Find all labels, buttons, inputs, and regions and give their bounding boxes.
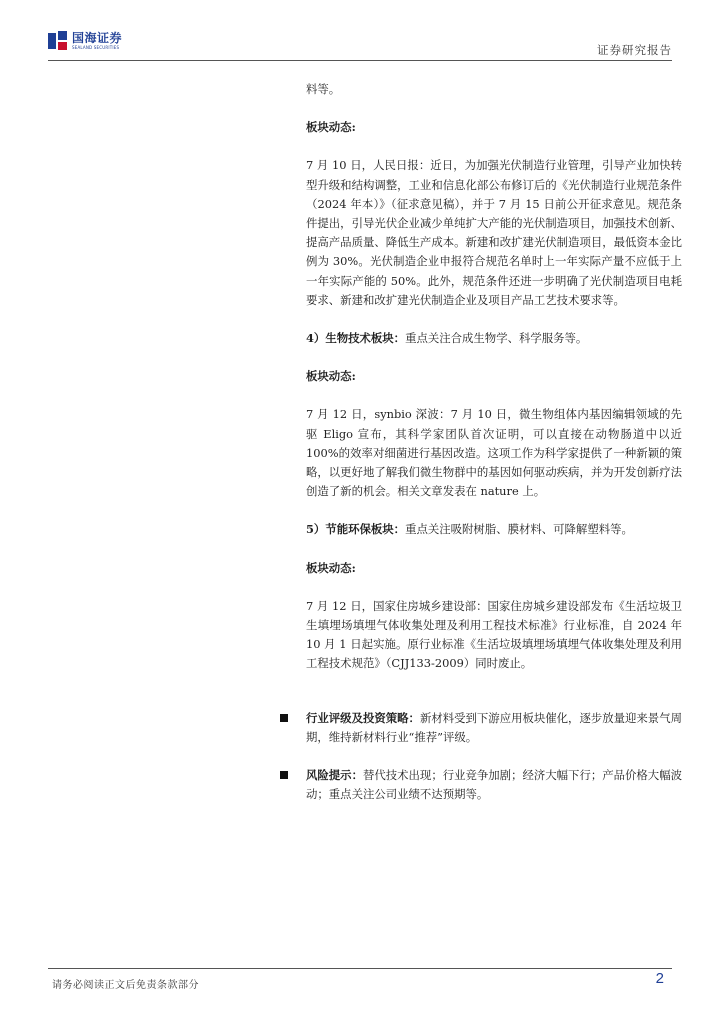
main-content xyxy=(306,80,682,674)
bullet-rating-strategy xyxy=(280,709,682,747)
company-logo xyxy=(48,31,122,51)
bullet-risk xyxy=(280,766,682,804)
bullet-text: 替代技术出现；行业竞争加剧；经济大幅下行；产品价格大幅波动；重点关注公司业绩不达预期等。 xyxy=(306,768,682,802)
paragraph-biotech-news: 7 月 12 日，synbio 深波：7 月 10 日，微生物组体内基因编辑领域的先驱 Eligo 宣布，其科学家团队首次证明，可以直接在动物肠道中以近 100%的效率对细菌进行基因改造。这项工作为科学家提供了一种新颖的策略，以更好地了解我们微生物群中的基因如何驱动疾病，并为开发创新疗法创造了新的机会。相关文章发表在 nature 上。 xyxy=(306,407,682,499)
report-type-title: 证券研究报告 xyxy=(597,43,672,57)
section-heading: 4）生物技术板块： xyxy=(306,331,406,346)
bullet-heading: 风险提示： xyxy=(306,768,363,782)
bullet-heading: 行业评级及投资策略： xyxy=(306,711,420,725)
section-focus: 重点关注合成生物学、科学服务等。 xyxy=(405,331,588,346)
square-bullet-icon xyxy=(280,771,288,779)
section-subheading: 板块动态: xyxy=(306,369,356,384)
logo-name-en: SEALAND SECURITIES xyxy=(72,45,120,50)
footer-divider xyxy=(48,968,672,969)
page-header xyxy=(0,0,724,62)
logo-name-cn: 国海证券 xyxy=(72,31,123,45)
header-divider xyxy=(48,60,672,61)
section-subheading: 板块动态: xyxy=(306,560,356,575)
bullet-text: 新材料受到下游应用板块催化，逐步放量迎来景气周期，维持新材料行业“推荐”评级。 xyxy=(306,711,682,745)
section-focus: 重点关注吸附树脂、膜材料、可降解塑料等。 xyxy=(405,522,633,537)
footer-disclaimer: 请务必阅读正文后免责条款部分 xyxy=(52,980,199,991)
paragraph-pv-news: 7 月 10 日，人民日报：近日，为加强光伏制造行业管理，引导产业加快转型升级和结构调整，工业和信息化部公布修订后的《光伏制造行业规范条件（2024 年本）》（征求意见稿），并于 7 月 15 日前公开征求意见。规范条件提出，引导光伏企业减少单纯扩大产能的光伏制造项目，加强技术创新、提高产品质量、降低生产成本。新建和改扩建光伏制造项目，最低资本金比例为 30%。光伏制造企业申报符合规范名单时上一年实际产量不应低于上一年实际产能的 50%。此外，规范条件还进一步明确了光伏制造项目电耗要求、新建和改扩建光伏制造企业及项目产品工艺技术要求等。 xyxy=(306,158,682,307)
section-biotech xyxy=(306,329,682,348)
paragraph-env-news: 7 月 12 日，国家住房城乡建设部：国家住房城乡建设部发布《生活垃圾卫生填埋场填埋气体收集处理及利用工程技术标准》行业标准，自 2024 年 10 月 1 日起实施。原行业标准《生活垃圾填埋场填埋气体收集处理及利用工程技术规范》（CJJ133-2009）同时废止。 xyxy=(306,598,682,671)
section-environmental xyxy=(306,520,682,539)
section-heading: 5）节能环保板块： xyxy=(306,522,406,537)
section-subheading: 板块动态: xyxy=(306,120,356,135)
page-number: 2 xyxy=(655,970,664,987)
logo-mark-icon xyxy=(48,31,68,51)
paragraph-continuation: 料等。 xyxy=(306,82,341,96)
square-bullet-icon xyxy=(280,714,288,722)
